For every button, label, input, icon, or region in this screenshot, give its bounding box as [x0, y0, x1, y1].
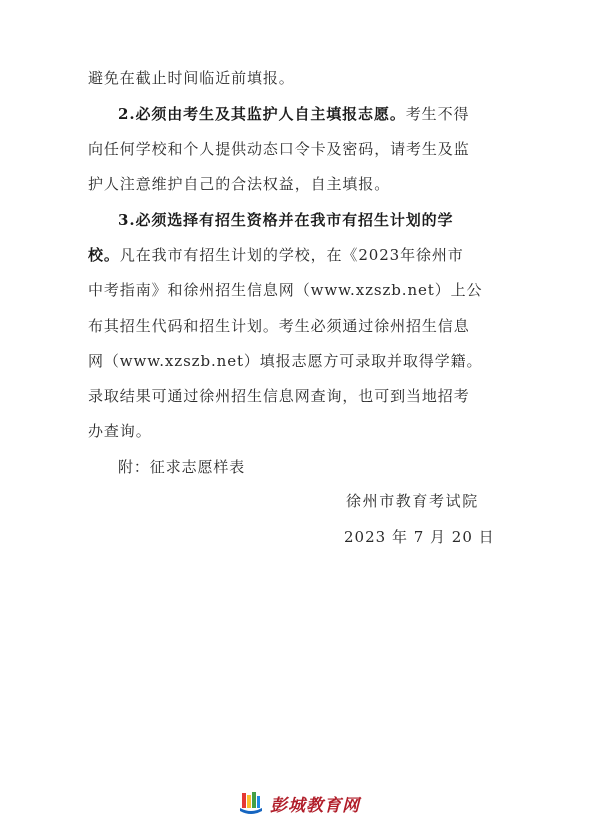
para3-heading-line1: 3.必须选择有招生资格并在我市有招生计划的学	[118, 211, 454, 229]
para2-heading: 2.必须由考生及其监护人自主填报志愿。	[118, 105, 406, 123]
para3-line5: 网（www.xzszb.net）填报志愿方可录取并取得学籍。	[88, 352, 483, 370]
para3-line6: 录取结果可通过徐州招生信息网查询，也可到当地招考	[88, 387, 470, 405]
para3-heading-line2: 校。	[88, 246, 120, 264]
signature-org: 徐州市教育考试院	[346, 492, 479, 510]
attachment-note: 附：征求志愿样表	[118, 458, 246, 476]
para3-line3: 中考指南》和徐州招生信息网（www.xzszb.net）上公	[88, 281, 483, 299]
para3-line2	[88, 245, 464, 265]
para3-line2-rest: 凡在我市有招生计划的学校，在《2023年徐州市	[119, 246, 464, 264]
book-logo-icon	[238, 790, 264, 816]
para2-line1-rest: 考生不得	[405, 105, 470, 123]
watermark-logo	[238, 788, 360, 818]
para2-line3: 护人注意维护自己的合法权益，自主填报。	[88, 175, 391, 193]
para3-line4: 布其招生代码和招生计划。考生必须通过徐州招生信息	[88, 317, 470, 335]
signature-date: 2023 年 7 月 20 日	[344, 528, 495, 546]
para2-line2: 向任何学校和个人提供动态口令卡及密码，请考生及监	[88, 140, 470, 158]
para2-line1	[118, 104, 469, 124]
para3-line7: 办查询。	[88, 422, 152, 440]
watermark-site-name: 彭城教育网	[270, 795, 360, 816]
para1-tail: 避免在截止时间临近前填报。	[88, 69, 295, 87]
